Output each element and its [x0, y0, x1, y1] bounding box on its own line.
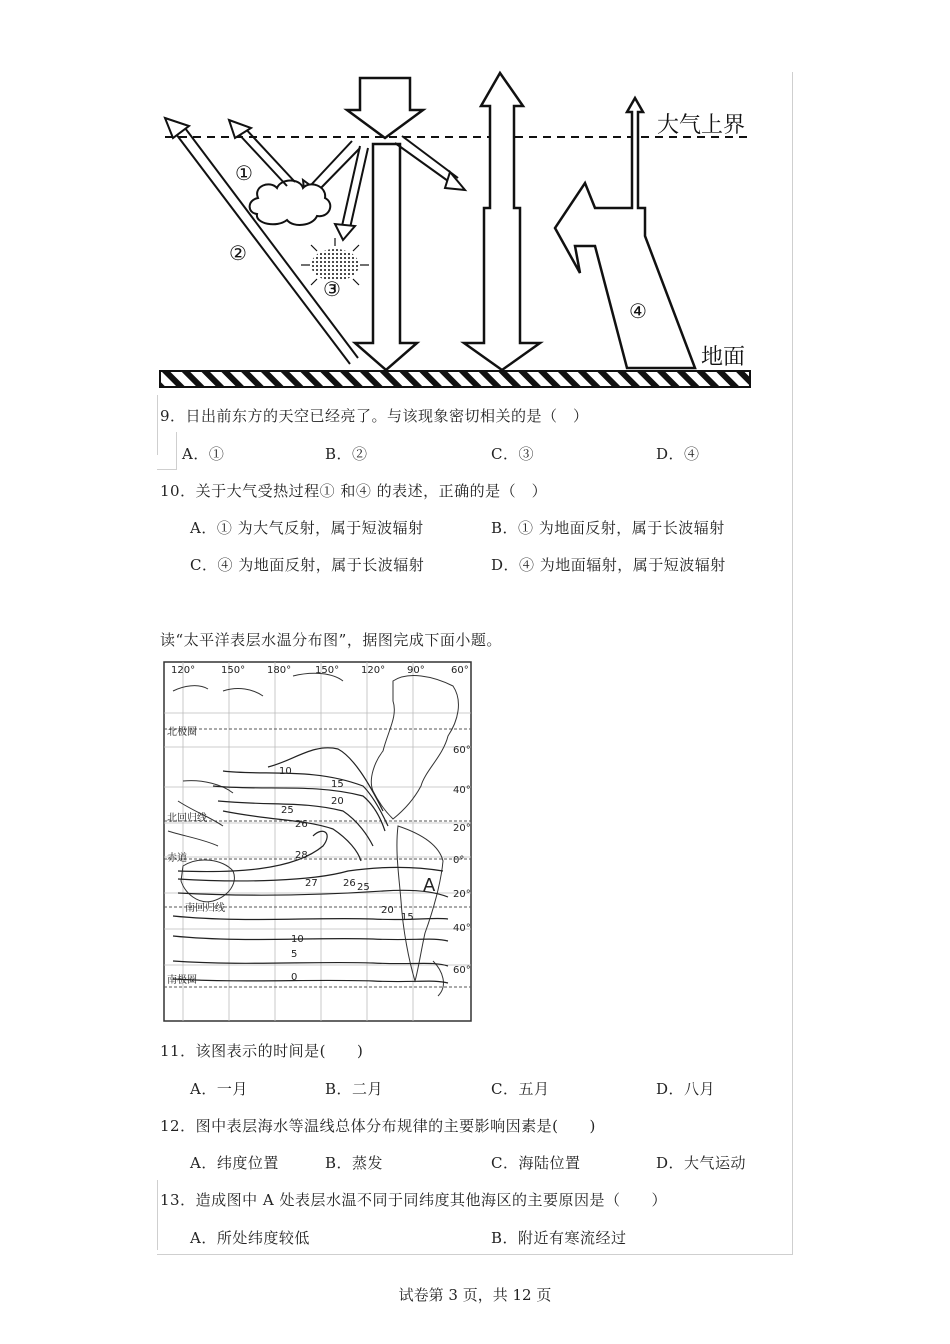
page-frame-right: [792, 72, 793, 1254]
lon-label: 150°: [221, 665, 246, 676]
right-lat-label: 20°: [453, 889, 471, 900]
atmosphere-heating-diagram: [155, 68, 765, 393]
right-lat-label: 60°: [453, 745, 471, 756]
isotherm-label: 0: [291, 972, 298, 983]
point-a-label: A: [423, 875, 436, 896]
marker-4: ④: [629, 299, 647, 323]
isotherm-label: 20: [381, 905, 394, 916]
marker-1: ①: [235, 161, 253, 185]
page-frame-bottom: [157, 1254, 793, 1255]
q10-stem: 10．关于大气受热过程① 和④ 的表述，正确的是（ ）: [160, 482, 548, 500]
page-frame-left: [157, 395, 158, 455]
isotherm-label: 15: [331, 779, 344, 790]
label-ground: 地面: [701, 345, 746, 370]
lon-label: 180°: [267, 665, 292, 676]
q10-option-b[interactable]: B．① 为地面反射，属于长波辐射: [491, 519, 725, 537]
right-lat-label: 20°: [453, 823, 471, 834]
pacific-sst-map: [163, 661, 473, 1023]
q12-option-d[interactable]: D．大气运动: [656, 1154, 747, 1172]
atmospheric-counter-radiation-arrow: [555, 98, 695, 368]
q12-option-a[interactable]: A．纬度位置: [190, 1154, 279, 1172]
direct-radiation-arrow: [355, 144, 417, 370]
isotherm-label: 10: [279, 766, 292, 777]
marker-2: ②: [229, 241, 247, 265]
q13-stem: 13．造成图中 A 处表层水温不同于同纬度其他海区的主要原因是（ ）: [160, 1191, 667, 1209]
right-lat-label: 60°: [453, 965, 471, 976]
q9-option-c[interactable]: C．③: [491, 445, 534, 463]
lat-line-label: 北回归线: [167, 813, 207, 824]
q13-option-a[interactable]: A．所处纬度较低: [190, 1229, 310, 1247]
q12-stem: 12．图中表层海水等温线总体分布规律的主要影响因素是( ): [160, 1117, 596, 1135]
q10-option-c[interactable]: C．④ 为地面反射，属于长波辐射: [190, 556, 425, 574]
q11-option-a[interactable]: A．一月: [190, 1080, 248, 1098]
lon-label: 90°: [407, 665, 425, 676]
label-top-atmosphere: 大气上界: [657, 113, 746, 138]
q10-option-a[interactable]: A．① 为大气反射，属于短波辐射: [190, 519, 424, 537]
q11-stem: 11．该图表示的时间是( ): [160, 1042, 364, 1060]
q11-option-c[interactable]: C．五月: [491, 1080, 550, 1098]
right-lat-label: 0°: [453, 855, 465, 866]
isotherm-label: 10: [291, 934, 304, 945]
ground-hatched-bar: [160, 371, 750, 387]
isotherm-label: 26: [295, 819, 308, 830]
right-lat-label: 40°: [453, 785, 471, 796]
q9-stem: 9．日出前东方的天空已经亮了。与该现象密切相关的是（ ）: [160, 407, 589, 425]
cloud-shape: [250, 181, 331, 225]
lon-label: 120°: [361, 665, 386, 676]
q9-option-d[interactable]: D．④: [656, 445, 700, 463]
q11-option-b[interactable]: B．二月: [325, 1080, 384, 1098]
lat-line-label: 南极圈: [167, 975, 197, 986]
lat-line-label: 北极圈: [167, 727, 197, 738]
isotherm-label: 25: [357, 882, 370, 893]
isotherm-label: 26: [343, 878, 356, 889]
section-intro: 读“太平洋表层水温分布图”，据图完成下面小题。: [160, 631, 502, 649]
q11-option-d[interactable]: D．八月: [656, 1080, 716, 1098]
isotherm-label: 25: [281, 805, 294, 816]
marker-3: ③: [323, 277, 341, 301]
isotherm-label: 28: [295, 850, 308, 861]
lon-label: 150°: [315, 665, 340, 676]
q10-option-d[interactable]: D．④ 为地面辐射，属于短波辐射: [491, 556, 726, 574]
q9-option-b[interactable]: B．②: [325, 445, 368, 463]
isotherm-label: 15: [401, 912, 414, 923]
ground-radiation-arrow: [464, 73, 540, 370]
isotherm-label: 27: [305, 878, 318, 889]
lon-label: 60°: [451, 665, 469, 676]
page-footer: 试卷第 3 页，共 12 页: [398, 1286, 552, 1304]
frame-tick: [176, 432, 177, 470]
lat-line-label: 南回归线: [185, 903, 225, 914]
right-lat-label: 40°: [453, 923, 471, 934]
lat-line-label: 赤道: [167, 853, 187, 864]
isotherm-label: 5: [291, 949, 298, 960]
q13-option-b[interactable]: B．附近有寒流经过: [491, 1229, 627, 1247]
q9-option-a[interactable]: A．①: [182, 445, 225, 463]
page-frame-left-lower: [157, 1180, 158, 1250]
isotherm-label: 20: [331, 796, 344, 807]
frame-tick-h: [157, 469, 177, 470]
lon-label: 120°: [171, 665, 196, 676]
incoming-solar-arrow: [347, 78, 423, 138]
q12-option-c[interactable]: C．海陆位置: [491, 1154, 581, 1172]
q12-option-b[interactable]: B．蒸发: [325, 1154, 384, 1172]
